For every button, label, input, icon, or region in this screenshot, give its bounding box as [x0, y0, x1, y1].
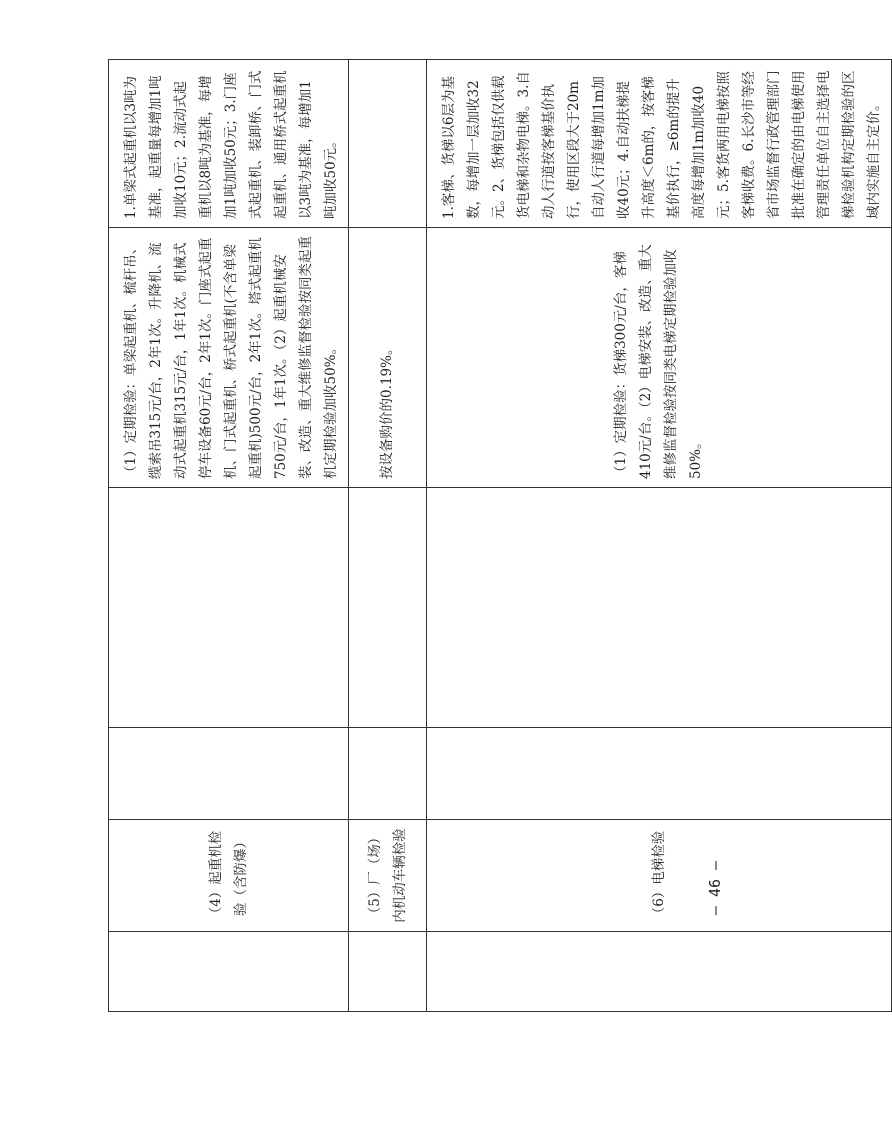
table-row [427, 60, 892, 1012]
remark-text: 1.单梁式起重机以3吨为基准，起重量每增加1吨加收10元；2.流动式起重机以8吨为基准，每增加1吨加收50元；3.门座式起重机、装卸桥、门式起重机、通用桥式起重机以3吨为基准，每增加1吨加收50元。 [123, 70, 339, 219]
standard-cell [427, 228, 892, 488]
table-row [109, 60, 349, 1012]
item-label: （4）起重机检验（含防爆） [207, 830, 249, 921]
item-label: （5）厂（场）内机动车辆检验 [366, 828, 408, 923]
blank-cell [427, 728, 892, 820]
standard-cell [349, 228, 427, 488]
table-row [349, 60, 427, 1012]
item-label: （6）电梯检验 [650, 830, 667, 921]
remark-text: 1.客梯、货梯以6层为基数，每增加一层加收32元。2、货梯包括仅供载货电梯和杂物电梯。3.自动人行道按客梯基价执行，使用区段大于20m自动人行道每增加1m加收40元；4.自动扶梯提升高度＜6m的，按客梯基价执行，≥6m的提升高度每增加1m加收40元；5.客货两用电梯按照客梯收费。6.长沙市等经省市场监督行政管理部门批准在确定的由电梯使用管理责任单位自主选择电梯检验机构定期检验的区域内实施自主定价。 [441, 70, 882, 219]
standard-text: （1）定期检验：单梁起重机、梳杆吊、缆索吊315元/台，2年1次。升降机、流动式起重机315元/台，1年1次。机械式停车设备60元/台，2年1次。门座式起重机、门式起重机、桥式起重机(不含单梁起重机)500元/台，2年1次。塔式起重机750元/台，1年1次。（2）起重机械安装、改造、重大维修监督检验按同类起重机定期检验加收50%。 [123, 236, 339, 479]
blank-cell [109, 728, 349, 820]
standard-text: （1）定期检验：货梯300元/台，客梯410元/台。（2）电梯安装、改造、重大维修监督检验按同类电梯定期检验加收50%。 [613, 244, 704, 479]
item-cell [349, 820, 427, 932]
blank-cell [349, 488, 427, 728]
page-number: — 46 — [706, 860, 724, 916]
standard-text: 按设备购价的0.19%。 [379, 341, 395, 479]
blank-cell [427, 932, 892, 1012]
blank-cell [349, 728, 427, 820]
item-cell [427, 820, 892, 932]
blank-cell [427, 488, 892, 728]
item-cell [109, 820, 349, 932]
blank-cell [109, 932, 349, 1012]
remark-cell [109, 60, 349, 228]
blank-cell [109, 488, 349, 728]
remark-cell [427, 60, 892, 228]
fee-table [108, 59, 892, 1012]
blank-cell [349, 932, 427, 1012]
standard-cell [109, 228, 349, 488]
remark-cell [349, 60, 427, 228]
